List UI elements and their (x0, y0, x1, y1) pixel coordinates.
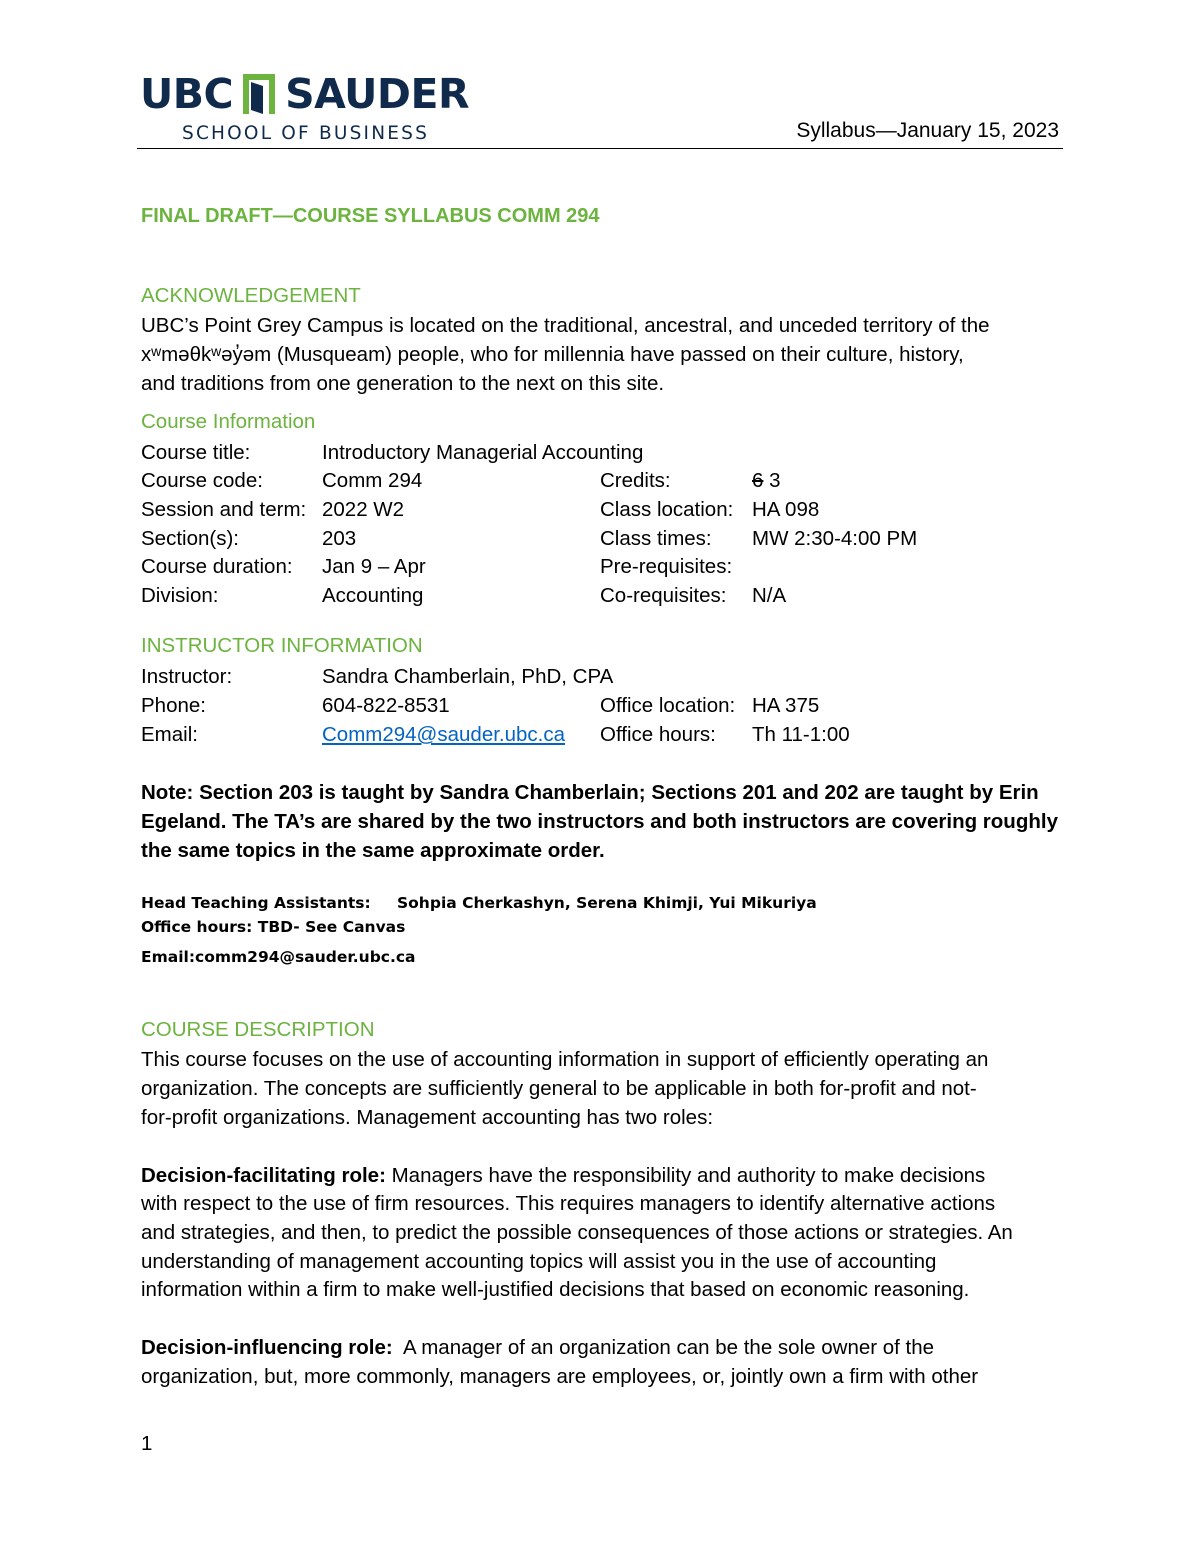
influencing-role-label: Decision-influencing role: (141, 1336, 393, 1359)
ta-office-hours: Office hours: TBD- See Canvas (141, 918, 406, 936)
logo-door-icon (241, 72, 277, 116)
logo-sauder-text: SAUDER (285, 70, 470, 118)
info-label: Course title: (141, 441, 251, 464)
ta-names: Sohpia Cherkashyn, Serena Khimji, Yui Mikuriya (397, 894, 817, 912)
info-label: Class location: (600, 498, 734, 521)
description-line: organization. The concepts are sufficiently general to be applicable in both for-profit and not- (141, 1077, 977, 1100)
facilitating-line: with respect to the use of firm resources. This requires managers to identify alternative actions (141, 1192, 996, 1215)
instructor-email-link[interactable]: Comm294@sauder.ubc.ca (322, 723, 566, 746)
acknowledgement-line: UBC’s Point Grey Campus is located on the traditional, ancestral, and unceded territory of the (141, 314, 990, 337)
info-label: Office location: (600, 694, 736, 717)
page-number: 1 (141, 1432, 153, 1455)
info-label: Email: (141, 723, 198, 746)
info-label: Instructor: (141, 665, 233, 688)
info-value: Accounting (322, 584, 424, 607)
info-value: HA 375 (752, 694, 820, 717)
note-line: the same topics in the same approximate order. (141, 839, 605, 862)
info-label: Pre-requisites: (600, 555, 733, 578)
facilitating-role-label: Decision-facilitating role: (141, 1164, 386, 1187)
info-value: Comm 294 (322, 469, 423, 492)
ta-email: Email:comm294@sauder.ubc.ca (141, 948, 416, 966)
info-label: Credits: (600, 469, 671, 492)
info-label: Course duration: (141, 555, 293, 578)
logo-ubc-text: UBC (140, 70, 234, 118)
influencing-text: A manager of an organization can be the sole owner of the (392, 1336, 935, 1359)
info-value: 2022 W2 (322, 498, 405, 521)
acknowledgement-line: xʷməθkʷəy̓əm (Musqueam) people, who for millennia have passed on their culture, history, (141, 343, 964, 366)
note-line: Egeland. The TA’s are shared by the two instructors and both instructors are covering roughly (141, 810, 1058, 833)
course-info-heading: Course Information (141, 410, 316, 433)
logo-wordmark (140, 68, 469, 120)
info-label: Division: (141, 584, 219, 607)
document-title: FINAL DRAFT—COURSE SYLLABUS COMM 294 (141, 205, 600, 227)
facilitating-text: Managers have the responsibility and authority to make decisions (385, 1164, 986, 1187)
info-label: Session and term: (141, 498, 307, 521)
credits-struck-value: 6 (752, 469, 764, 492)
influencing-line: organization, but, more commonly, managers are employees, or, jointly own a firm with other (141, 1365, 979, 1388)
info-value: Sandra Chamberlain, PhD, CPA (322, 665, 614, 688)
acknowledgement-line: and traditions from one generation to the next on this site. (141, 372, 665, 395)
ubc-sauder-logo (140, 68, 470, 148)
info-label: Course code: (141, 469, 263, 492)
influencing-line (141, 1333, 934, 1362)
info-value (752, 466, 781, 495)
description-line: This course focuses on the use of accounting information in support of efficiently operating an (141, 1048, 989, 1071)
info-label: Class times: (600, 527, 712, 550)
credits-value: 3 (763, 469, 781, 492)
facilitating-line: and strategies, and then, to predict the possible consequences of those actions or strategies. An (141, 1221, 1013, 1244)
info-value: MW 2:30-4:00 PM (752, 527, 918, 550)
info-value: 604-822-8531 (322, 694, 450, 717)
course-description-heading: COURSE DESCRIPTION (141, 1018, 375, 1041)
facilitating-line: understanding of management accounting topics will assist you in the use of accounting (141, 1250, 937, 1273)
description-line: for-profit organizations. Management accounting has two roles: (141, 1106, 714, 1129)
info-label: Phone: (141, 694, 206, 717)
info-label: Section(s): (141, 527, 239, 550)
info-value: 203 (322, 527, 357, 550)
note-line: Note: Section 203 is taught by Sandra Chamberlain; Sections 201 and 202 are taught by Erin (141, 781, 1039, 804)
facilitating-line (141, 1161, 985, 1190)
info-value: Jan 9 – Apr (322, 555, 426, 578)
info-label: Co-requisites: (600, 584, 727, 607)
acknowledgement-heading: ACKNOWLEDGEMENT (141, 284, 361, 307)
ta-label: Head Teaching Assistants: (141, 894, 371, 912)
info-value: Th 11-1:00 (752, 723, 850, 746)
header-divider (137, 148, 1063, 149)
facilitating-line: information within a firm to make well-justified decisions that based on economic reasoning. (141, 1278, 970, 1301)
info-value: Introductory Managerial Accounting (322, 441, 644, 464)
info-label: Office hours: (600, 723, 716, 746)
info-value: N/A (752, 584, 787, 607)
instructor-info-heading: INSTRUCTOR INFORMATION (141, 634, 423, 657)
logo-school-of-business: SCHOOL OF BUSINESS (182, 123, 430, 144)
syllabus-date: Syllabus—January 15, 2023 (796, 119, 1059, 142)
info-value: HA 098 (752, 498, 820, 521)
